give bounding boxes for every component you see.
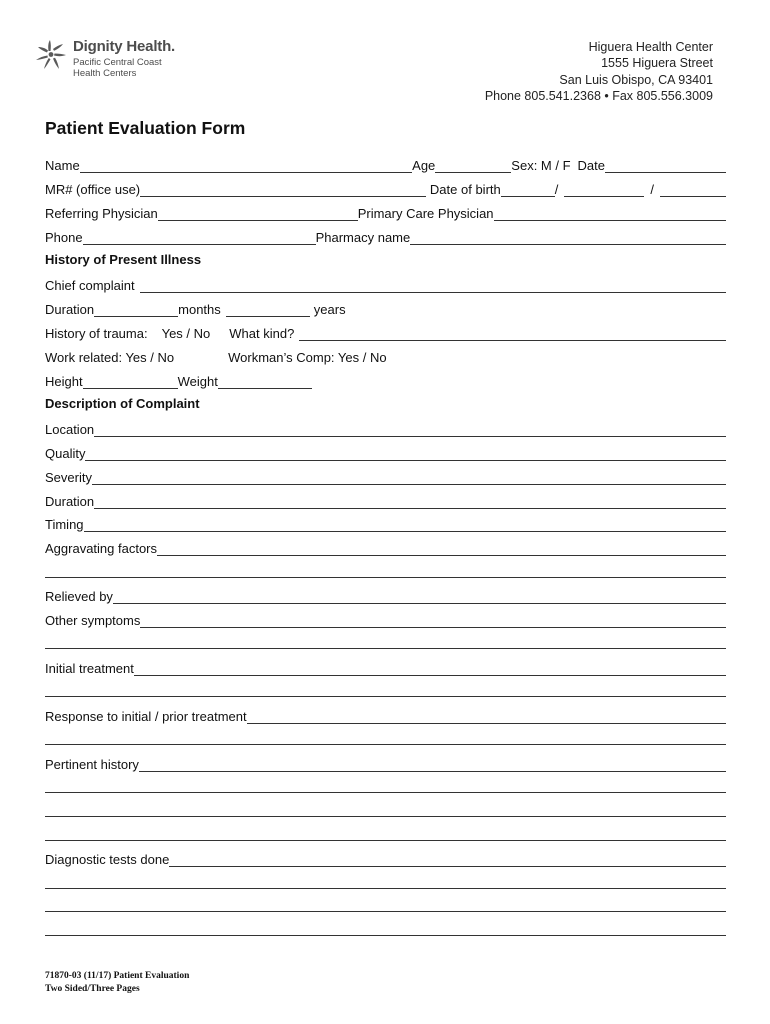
pertinent-history-extra-line-3[interactable] bbox=[45, 840, 726, 841]
duration-2-label: Duration bbox=[45, 494, 95, 509]
diagnostic-tests-done-label: Diagnostic tests done bbox=[45, 852, 170, 867]
weight-label: Weight bbox=[177, 374, 218, 389]
row-history-of-trauma bbox=[45, 321, 726, 341]
row-phone-pharmacy bbox=[45, 225, 726, 245]
quality-field[interactable] bbox=[85, 446, 726, 461]
trauma-yes-no-option[interactable]: Yes / No bbox=[161, 326, 211, 341]
form-number: 71870-03 (11/17) Patient Evaluation bbox=[45, 971, 190, 981]
pertinent-history-label: Pertinent history bbox=[45, 757, 139, 772]
row-height-weight bbox=[45, 369, 726, 389]
form-title: Patient Evaluation Form bbox=[45, 118, 246, 138]
diagnostic-tests-done-field[interactable] bbox=[169, 852, 726, 867]
date-field[interactable] bbox=[605, 158, 726, 173]
referring-physician-field[interactable] bbox=[158, 206, 358, 221]
months-label: months bbox=[178, 302, 221, 317]
logo-subtitle-line-2: Health Centers bbox=[73, 68, 137, 79]
primary-care-physician-field[interactable] bbox=[494, 206, 726, 221]
pharmacy-name-label: Pharmacy name bbox=[315, 230, 411, 245]
row-initial-treatment bbox=[45, 656, 726, 676]
location-label: Location bbox=[45, 422, 95, 437]
clinic-name: Higuera Health Center bbox=[588, 40, 713, 54]
initial-treatment-field[interactable] bbox=[134, 661, 726, 676]
work-related-option[interactable]: Work related: Yes / No bbox=[45, 350, 175, 365]
form-footer bbox=[45, 970, 189, 996]
duration-years-field[interactable] bbox=[226, 302, 310, 317]
duration-2-field[interactable] bbox=[94, 494, 726, 509]
row-name-age-sex-date bbox=[45, 153, 726, 173]
dob-day-field[interactable] bbox=[564, 182, 644, 197]
mr-label: MR# (office use) bbox=[45, 182, 141, 197]
dob-separator-2: / bbox=[650, 182, 654, 197]
chief-complaint-label: Chief complaint bbox=[45, 278, 135, 293]
row-work-related bbox=[45, 345, 726, 365]
what-kind-label: What kind? bbox=[229, 326, 295, 341]
duration-months-field[interactable] bbox=[94, 302, 178, 317]
clinic-address-block bbox=[485, 39, 713, 104]
chief-complaint-field[interactable] bbox=[140, 278, 726, 293]
quality-label: Quality bbox=[45, 446, 86, 461]
row-duration-2 bbox=[45, 489, 726, 509]
timing-label: Timing bbox=[45, 517, 84, 532]
other-symptoms-field[interactable] bbox=[140, 613, 726, 628]
row-location bbox=[45, 417, 726, 437]
what-kind-field[interactable] bbox=[299, 326, 726, 341]
other-symptoms-extra-line[interactable] bbox=[45, 648, 726, 649]
pertinent-history-extra-line-1[interactable] bbox=[45, 792, 726, 793]
aggravating-factors-extra-line[interactable] bbox=[45, 577, 726, 578]
sex-label: Sex: M / F bbox=[511, 158, 571, 173]
response-to-treatment-label: Response to initial / prior treatment bbox=[45, 709, 247, 724]
duration-label: Duration bbox=[45, 302, 95, 317]
dignity-health-star-icon bbox=[36, 38, 68, 72]
section-description-of-complaint: Description of Complaint bbox=[45, 396, 200, 411]
other-symptoms-label: Other symptoms bbox=[45, 613, 141, 628]
workmans-comp-option[interactable]: Workman’s Comp: Yes / No bbox=[228, 350, 387, 365]
initial-treatment-extra-line[interactable] bbox=[45, 696, 726, 697]
height-field[interactable] bbox=[83, 374, 178, 389]
dob-month-field[interactable] bbox=[501, 182, 555, 197]
relieved-by-field[interactable] bbox=[113, 589, 726, 604]
row-duration-months-years bbox=[45, 297, 726, 317]
location-field[interactable] bbox=[94, 422, 726, 437]
clinic-city: San Luis Obispo, CA 93401 bbox=[559, 72, 713, 87]
pertinent-history-field[interactable] bbox=[139, 757, 726, 772]
name-label: Name bbox=[45, 158, 80, 173]
severity-field[interactable] bbox=[92, 470, 726, 485]
row-severity bbox=[45, 465, 726, 485]
response-to-treatment-field[interactable] bbox=[247, 709, 726, 724]
pertinent-history-extra-line-2[interactable] bbox=[45, 816, 726, 817]
years-label: years bbox=[313, 302, 346, 317]
row-aggravating-factors bbox=[45, 536, 726, 556]
name-field[interactable] bbox=[80, 158, 412, 173]
logo-subtitle-line-1: Pacific Central Coast bbox=[73, 57, 162, 68]
row-quality bbox=[45, 441, 726, 461]
logo-brand-text: Dignity Health. bbox=[73, 38, 176, 55]
clinic-phone-fax: Phone 805.541.2368 • Fax 805.556.3009 bbox=[484, 88, 713, 103]
section-history-of-present-illness: History of Present Illness bbox=[45, 252, 202, 267]
aggravating-factors-field[interactable] bbox=[157, 541, 726, 556]
dignity-health-logo bbox=[36, 38, 216, 88]
row-relieved-by bbox=[45, 584, 726, 604]
diagnostic-tests-extra-line-3[interactable] bbox=[45, 935, 726, 936]
row-physicians bbox=[45, 201, 726, 221]
phone-label: Phone bbox=[45, 230, 83, 245]
print-instructions: Two Sided/Three Pages bbox=[45, 984, 140, 994]
mr-field[interactable] bbox=[140, 182, 426, 197]
row-diagnostic-tests-done bbox=[45, 847, 726, 867]
severity-label: Severity bbox=[45, 470, 92, 485]
diagnostic-tests-extra-line-1[interactable] bbox=[45, 888, 726, 889]
clinic-street: 1555 Higuera Street bbox=[601, 56, 713, 71]
row-mr-dob bbox=[45, 177, 726, 197]
age-label: Age bbox=[412, 158, 436, 173]
aggravating-factors-label: Aggravating factors bbox=[45, 541, 158, 556]
row-timing bbox=[45, 512, 726, 532]
pharmacy-name-field[interactable] bbox=[410, 230, 726, 245]
date-label: Date bbox=[577, 158, 605, 173]
referring-physician-label: Referring Physician bbox=[45, 206, 158, 221]
response-to-treatment-extra-line[interactable] bbox=[45, 744, 726, 745]
dob-label: Date of birth bbox=[429, 182, 501, 197]
phone-field[interactable] bbox=[83, 230, 316, 245]
row-chief-complaint bbox=[45, 273, 726, 293]
initial-treatment-label: Initial treatment bbox=[45, 661, 134, 676]
diagnostic-tests-extra-line-2[interactable] bbox=[45, 911, 726, 912]
primary-care-physician-label: Primary Care Physician bbox=[357, 206, 494, 221]
dob-separator-1: / bbox=[554, 182, 559, 197]
weight-field[interactable] bbox=[218, 374, 312, 389]
row-other-symptoms bbox=[45, 608, 726, 628]
row-pertinent-history bbox=[45, 752, 726, 772]
height-label: Height bbox=[45, 374, 83, 389]
age-field[interactable] bbox=[435, 158, 511, 173]
history-of-trauma-label: History of trauma: bbox=[45, 326, 148, 341]
relieved-by-label: Relieved by bbox=[45, 589, 113, 604]
timing-field[interactable] bbox=[84, 517, 726, 532]
row-response-to-treatment bbox=[45, 704, 726, 724]
dob-year-field[interactable] bbox=[660, 182, 726, 197]
